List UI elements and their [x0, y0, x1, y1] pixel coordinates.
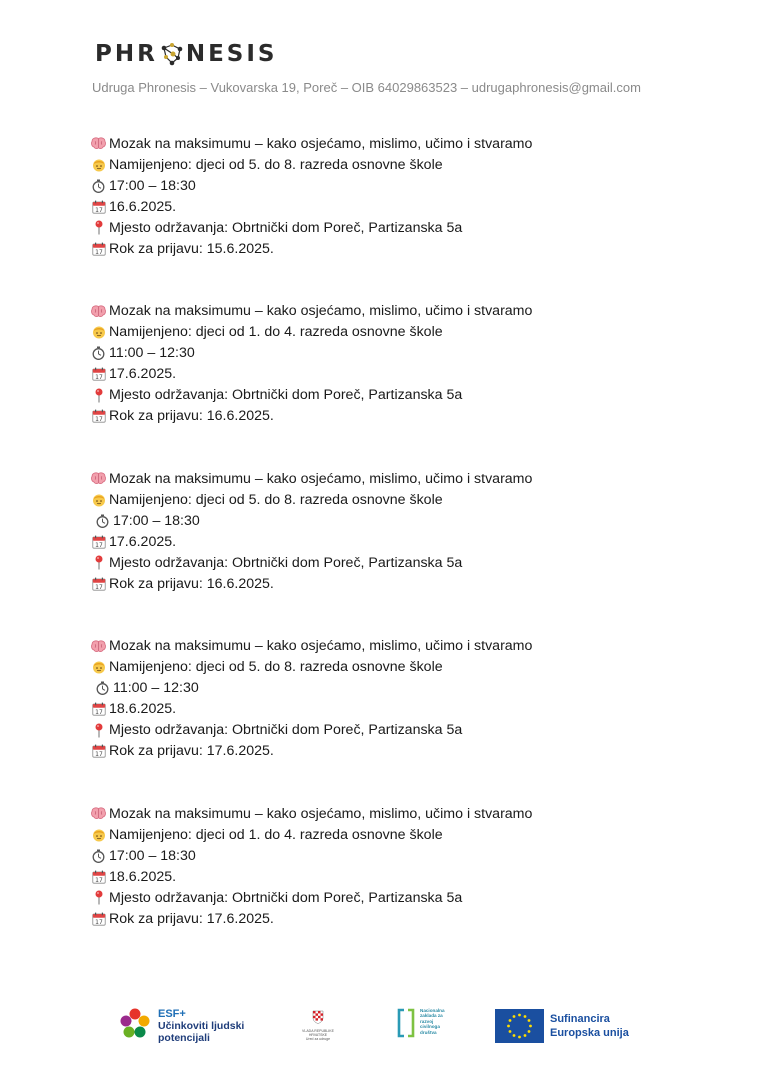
event-date-line [90, 196, 710, 217]
calendar-icon [90, 743, 107, 760]
event-block [90, 301, 710, 469]
logo-text-right: NESIS [185, 41, 278, 67]
nz-line3: razvoj [420, 1018, 434, 1024]
eu-flag-icon [495, 1009, 544, 1043]
event-deadline-line [90, 741, 710, 762]
event-deadline-line [90, 406, 710, 427]
event-deadline: Rok za prijavu: 16.6.2025. [109, 575, 274, 592]
event-block [90, 803, 710, 971]
esf-flower-icon [118, 1006, 152, 1045]
pushpin-icon [90, 387, 107, 404]
child-face-icon [90, 491, 107, 508]
event-date: 17.6.2025. [109, 533, 177, 550]
event-location-line [90, 217, 710, 238]
event-deadline: Rok za prijavu: 15.6.2025. [109, 240, 274, 257]
event-audience: Namijenjeno: djeci od 1. do 4. razreda osnovne škole [109, 324, 443, 340]
event-list [90, 133, 710, 971]
event-location: Mjesto održavanja: Obrtnički dom Poreč, Partizanska 5a [109, 554, 463, 571]
esf-logo [118, 1006, 244, 1045]
brain-icon [90, 470, 107, 487]
event-date: 16.6.2025. [109, 198, 177, 215]
svg-text:17: 17 [94, 583, 103, 591]
event-audience-line [90, 657, 710, 678]
pushpin-icon [90, 219, 107, 236]
stopwatch-icon [90, 177, 107, 194]
calendar-icon [90, 701, 107, 718]
event-deadline: Rok za prijavu: 16.6.2025. [109, 408, 274, 424]
event-location: Mjesto održavanja: Obrtnički dom Poreč, Partizanska 5a [109, 722, 463, 738]
child-face-icon [90, 659, 107, 676]
event-deadline: Rok za prijavu: 17.6.2025. [109, 743, 274, 759]
national-foundation-logo [396, 1008, 445, 1043]
svg-text:17: 17 [94, 709, 103, 716]
event-block [90, 133, 710, 301]
esf-title: ESF+ [158, 1007, 186, 1020]
event-location: Mjesto održavanja: Obrtnički dom Poreč, Partizanska 5a [109, 889, 463, 906]
event-time-line [90, 510, 710, 531]
nz-line1: Nacionalna [420, 1008, 445, 1013]
event-time: 17:00 – 18:30 [109, 177, 196, 194]
event-audience: Namijenjeno: djeci od 5. do 8. razreda osnovne škole [109, 491, 443, 508]
svg-text:17: 17 [94, 206, 103, 214]
event-title-line [90, 636, 710, 657]
esf-line1: Učinkoviti ljudski [158, 1019, 245, 1032]
event-time-line [90, 678, 710, 699]
event-title: Mozak na maksimumu – kako osjećamo, mislimo, učimo i stvaramo [109, 135, 533, 152]
event-title-line [90, 133, 710, 154]
event-deadline: Rok za prijavu: 17.6.2025. [109, 910, 274, 927]
event-title: Mozak na maksimumu – kako osjećamo, mislimo, učimo i stvaramo [109, 470, 533, 487]
event-location-line [90, 887, 710, 908]
event-deadline-line [90, 908, 710, 929]
event-date: 17.6.2025. [109, 366, 177, 382]
pushpin-icon [90, 722, 107, 739]
event-block [90, 636, 710, 804]
event-audience: Namijenjeno: djeci od 5. do 8. razreda osnovne škole [109, 659, 443, 675]
event-title-line [90, 803, 710, 824]
event-audience: Namijenjeno: djeci od 5. do 8. razreda osnovne škole [109, 156, 443, 173]
event-audience-line [90, 824, 710, 845]
logo-network-icon [160, 42, 184, 66]
svg-text:17: 17 [94, 541, 103, 549]
logo-text-left: PHR [95, 41, 158, 67]
child-face-icon [90, 826, 107, 843]
event-location-line [90, 552, 710, 573]
organization-address: Udruga Phronesis – Vukovarska 19, Poreč – OIB 64029863523 – udrugaphronesis@gmail.com [92, 80, 641, 95]
government-logo [296, 1010, 340, 1041]
event-date: 18.6.2025. [109, 701, 177, 717]
event-deadline-line [90, 573, 710, 594]
brain-icon [90, 135, 107, 152]
event-audience-line [90, 154, 710, 175]
event-location-line [90, 720, 710, 741]
event-date-line [90, 699, 710, 720]
event-audience-line [90, 489, 710, 510]
svg-text:17: 17 [94, 918, 103, 926]
calendar-icon [90, 366, 107, 383]
event-time-line [90, 845, 710, 866]
event-deadline-line [90, 238, 710, 259]
child-face-icon [90, 156, 107, 173]
event-title: Mozak na maksimumu – kako osjećamo, mislimo, učimo i stvaramo [109, 303, 533, 319]
event-time-line [90, 343, 710, 364]
event-time-line [90, 175, 710, 196]
brain-icon [90, 638, 107, 655]
event-audience-line [90, 322, 710, 343]
nz-line2: zaklada za [420, 1013, 443, 1019]
eu-logo [495, 1009, 629, 1043]
nz-line5: društva [420, 1029, 437, 1035]
calendar-icon [90, 868, 107, 885]
stopwatch-icon [90, 345, 107, 362]
calendar-icon [90, 910, 107, 927]
svg-text:17: 17 [94, 416, 103, 423]
gov-caption1: VLADA REPUBLIKE HRVATSKE [302, 1029, 334, 1037]
calendar-icon [90, 240, 107, 257]
event-title: Mozak na maksimumu – kako osjećamo, mislimo, učimo i stvaramo [109, 638, 533, 654]
event-title-line [90, 301, 710, 322]
event-title-line [90, 468, 710, 489]
event-location-line [90, 385, 710, 406]
pushpin-icon [90, 554, 107, 571]
event-time: 11:00 – 12:30 [109, 345, 195, 361]
event-time: 17:00 – 18:30 [109, 847, 196, 864]
stopwatch-icon [94, 680, 111, 697]
bracket-logo-icon [396, 1008, 416, 1043]
event-date-line [90, 866, 710, 887]
svg-text:17: 17 [94, 751, 103, 758]
event-date: 18.6.2025. [109, 868, 177, 885]
phronesis-logo [95, 40, 277, 68]
stopwatch-icon [94, 512, 111, 529]
svg-text:17: 17 [94, 374, 103, 381]
calendar-icon [90, 533, 107, 550]
event-location: Mjesto održavanja: Obrtnički dom Poreč, Partizanska 5a [109, 219, 463, 236]
eu-line1: Sufinancira [550, 1013, 610, 1025]
brain-icon [90, 303, 107, 320]
event-block [90, 468, 710, 636]
event-date-line [90, 531, 710, 552]
svg-text:17: 17 [94, 248, 103, 256]
event-location: Mjesto održavanja: Obrtnički dom Poreč, Partizanska 5a [109, 387, 463, 403]
nz-line4: civilnoga [420, 1024, 440, 1030]
calendar-icon [90, 198, 107, 215]
gov-caption2: Ured za udruge [305, 1037, 331, 1041]
calendar-icon [90, 408, 107, 425]
funding-footer [0, 1000, 764, 1060]
event-time: 17:00 – 18:30 [113, 512, 200, 529]
esf-line2: potencijali [158, 1031, 210, 1044]
pushpin-icon [90, 889, 107, 906]
svg-text:17: 17 [94, 876, 103, 884]
eu-line2: Europska unija [550, 1027, 629, 1039]
event-date-line [90, 364, 710, 385]
brain-icon [90, 805, 107, 822]
event-time: 11:00 – 12:30 [113, 680, 199, 696]
croatian-coat-of-arms-icon [312, 1011, 324, 1028]
event-title: Mozak na maksimumu – kako osjećamo, mislimo, učimo i stvaramo [109, 805, 533, 822]
child-face-icon [90, 324, 107, 341]
stopwatch-icon [90, 847, 107, 864]
calendar-icon [90, 575, 107, 592]
event-audience: Namijenjeno: djeci od 1. do 4. razreda osnovne škole [109, 826, 443, 843]
